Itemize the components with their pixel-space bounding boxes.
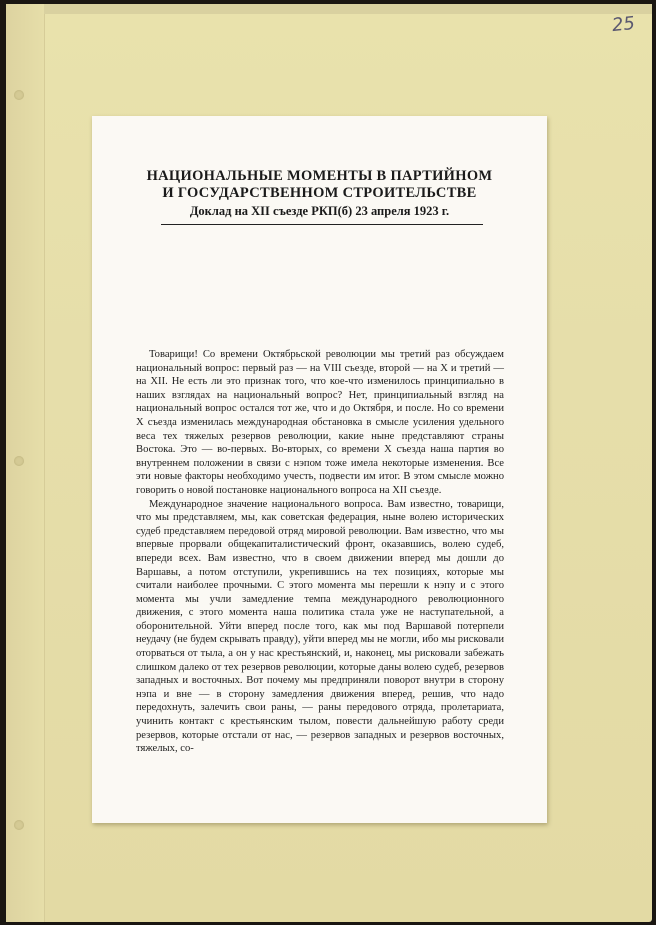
punch-hole — [14, 90, 24, 100]
punch-hole — [14, 820, 24, 830]
document-heading — [92, 168, 547, 219]
title-line-1: НАЦИОНАЛЬНЫЕ МОМЕНТЫ В ПАРТИЙНОМ — [146, 168, 493, 184]
printed-sheet — [92, 116, 547, 823]
folio-number: 25 — [610, 12, 636, 37]
board-top-strip — [44, 4, 652, 14]
punch-hole — [14, 456, 24, 466]
paragraph-2: Международное значение национального вопроса. Вам известно, товарищи, что мы представляем, мы, как советская федерация, ныне волею исторических судеб представляем передовой отряд мировой революции. Вам известно, что мы впервые прорвали общекапиталистический фронт, оказавшись, волею судеб, впереди всех. Вам известно, что в своем движении вперед мы дошли до Варшавы, а потом отступили, укрепившись на тех позициях, которые мы считали наиболее прочными. С этого момента мы перешли к нэпу и с этого момента мы учли замедление темпа международного революционного движения, с этого момента наша политика стала уже не наступательной, а оборонительной. Уйти вперед после того, как мы под Варшавой потерпели неудачу (не будем скрывать правду), уйти вперед мы не могли, ибо мы рисковали оторваться от тыла, а он у нас крестьянский, и, наконец, мы рисковали забежать слишком далеко от тех резервов революции, которые даны волею судеб, резервов западных и восточных. Вот почему мы предприняли поворот внутри в сторону нэпа и вне — в сторону замедления движения вперед, решив, что надо передохнуть, залечить свои раны, — раны передового отряда, пролетариата, учинить контакт с крестьянским тылом, повести дальнейшую работу среди резервов, которые отстали от нас, — резервов западных и резервов восточных, тяжелых, со- — [136, 498, 504, 755]
heading-rule — [161, 224, 483, 225]
paragraph-1: Товарищи! Со времени Октябрьской революции мы третий раз обсуждаем национальный вопрос: первый раз — на VIII съезде, второй — на X и третий — на XII. Не есть ли это признак того, что кое-что изменилось принципиально в наших взглядах на национальный вопрос? Нет, принципиальный взгляд на национальный вопрос остался тот же, что и до Октября, и после. Но со времени X съезда изменилась международная обстановка в смысле усиления удельного веса тех тяжелых резервов революции, какие ныне представляют страны Востока. Это — во-первых. Во-вторых, со времени X съезда наша партия во внутреннем положении в связи с нэпом тоже имела некоторые изменения. Все эти новые факторы необходимо учесть, подвести им итог. В этом смысле можно говорить о новой постановке национального вопроса на XII съезде. — [136, 349, 504, 496]
board-left-edge — [6, 4, 45, 922]
subtitle: Доклад на XII съезде РКП(б) 23 апреля 1923 г. — [189, 204, 450, 218]
body-text — [136, 348, 504, 756]
title-line-2: И ГОСУДАРСТВЕННОМ СТРОИТЕЛЬСТВЕ — [162, 185, 477, 201]
